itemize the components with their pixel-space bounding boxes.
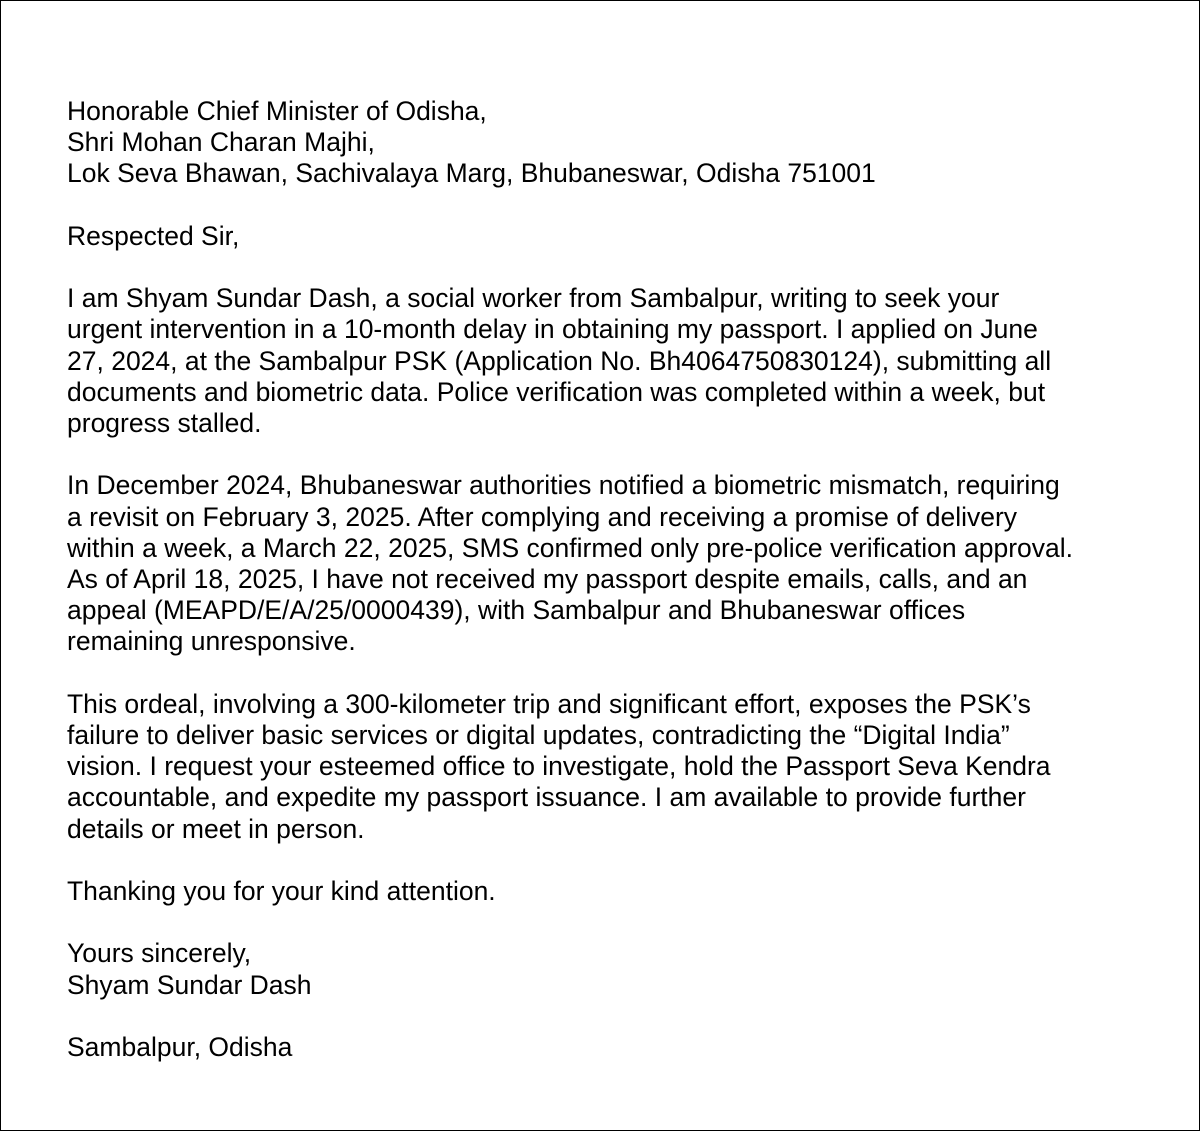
closing-note-text: Thanking you for your kind attention. [67,876,496,906]
salutation-text: Respected Sir, [67,220,240,251]
recipient-address-line: Lok Seva Bhawan, Sachivalaya Marg, Bhubaneswar, Odisha 751001 [67,158,876,189]
paragraph-line: remaining unresponsive. [67,626,356,657]
salutation [67,221,1167,252]
paragraph-line: within a week, a March 22, 2025, SMS confirmed only pre-police verification approval. [67,532,1074,563]
paragraph-3 [67,689,1167,845]
paragraph-line: accountable, and expedite my passport issuance. I am available to provide further [67,782,1026,813]
paragraph-line: I am Shyam Sundar Dash, a social worker from Sambalpur, writing to seek your [67,283,1000,314]
signoff-phrase: Yours sincerely, [67,938,252,969]
paragraph-1 [67,283,1167,439]
paragraph-line: vision. I request your esteemed office to investigate, hold the Passport Seva Kendra [67,751,1051,782]
paragraph-line: This ordeal, involving a 300-kilometer trip and significant effort, exposes the PSK’s [67,688,1031,719]
paragraph-line: a revisit on February 3, 2025. After complying and receiving a promise of delivery [67,501,1018,532]
signoff [67,938,1167,1000]
sender-location [67,1032,1167,1063]
paragraph-line: documents and biometric data. Police verification was completed within a week, but [67,376,1046,407]
paragraph-line: In December 2024, Bhubaneswar authorities notified a biometric mismatch, requiring [67,470,1060,501]
recipient-title: Honorable Chief Minister of Odisha, [67,96,487,126]
paragraph-line: failure to deliver basic services or digital updates, contradicting the “Digital India” [67,720,1010,750]
paragraph-line: As of April 18, 2025, I have not received my passport despite emails, calls, and an [67,564,1028,594]
paragraph-line: urgent intervention in a 10-month delay in obtaining my passport. I applied on June [67,314,1038,345]
paragraph-line: 27, 2024, at the Sambalpur PSK (Application No. Bh4064750830124), submitting all [67,345,1052,376]
sender-location-text: Sambalpur, Odisha [67,1031,293,1062]
paragraph-2 [67,470,1167,657]
paragraph-line: details or meet in person. [67,813,365,844]
paragraph-line: appeal (MEAPD/E/A/25/0000439), with Sambalpur and Bhubaneswar offices [67,595,966,626]
paragraph-line: progress stalled. [67,408,262,438]
closing-note [67,876,1167,907]
letter-body [67,96,1167,1094]
recipient-address [67,96,1167,190]
recipient-name: Shri Mohan Charan Majhi, [67,127,375,158]
signoff-name: Shyam Sundar Dash [67,969,312,1000]
